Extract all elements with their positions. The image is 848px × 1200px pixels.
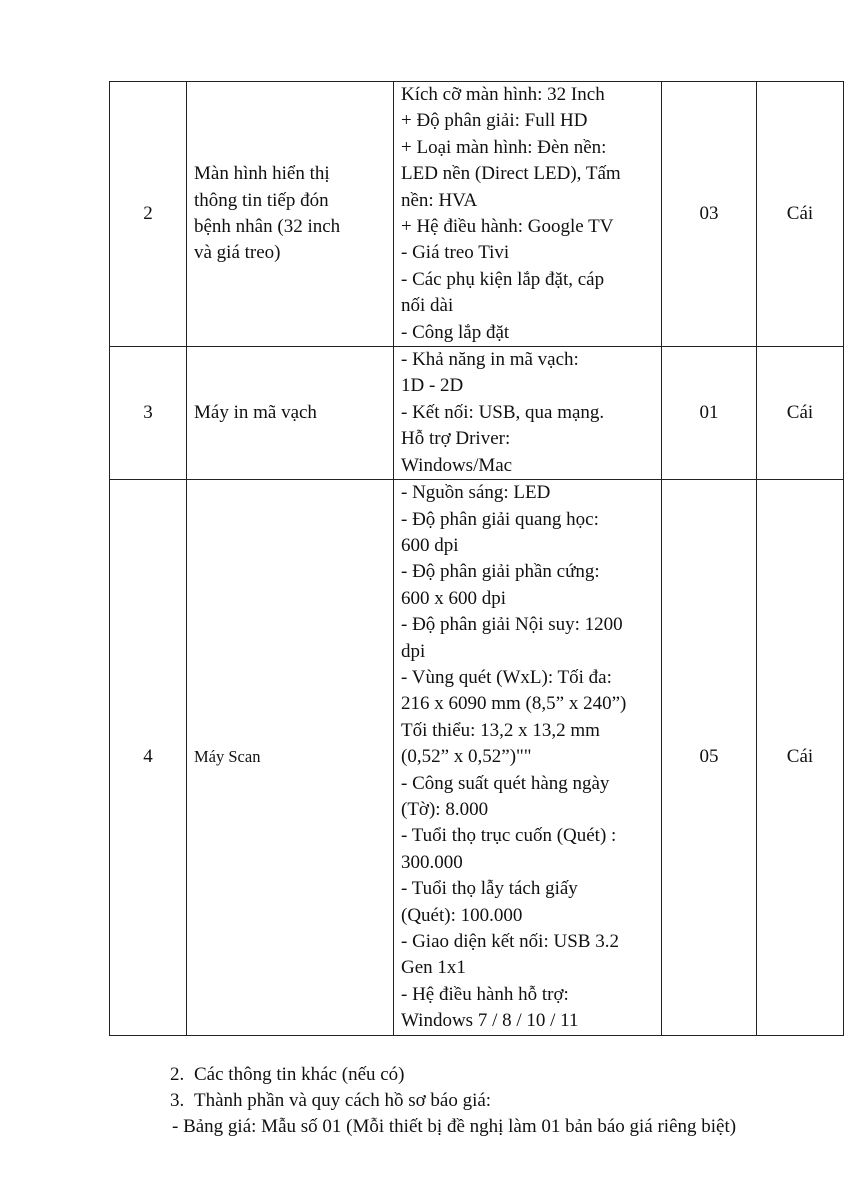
spec-line: - Kết nối: USB, qua mạng. [401, 401, 605, 423]
spec-line: Gen 1x1 [401, 957, 466, 979]
spec-line: - Giá treo Tivi [401, 242, 510, 264]
item-name [187, 480, 394, 1036]
price-table-note: - Bảng giá: Mẫu số 01 (Mỗi thiết bị đề nghị làm 01 bản báo giá riêng biệt) [172, 1116, 737, 1137]
item-specification [394, 347, 662, 480]
row-number: 3 [110, 347, 187, 480]
table-row [110, 347, 844, 480]
spec-line: - Hệ điều hành hỗ trợ: [401, 983, 569, 1005]
item-quantity: 03 [662, 82, 757, 347]
spec-line: - Nguồn sáng: LED [401, 482, 551, 504]
spec-line: (0,52” x 0,52”)"" [401, 746, 532, 768]
note-item [170, 1088, 491, 1114]
spec-line: dpi [401, 640, 426, 662]
item-specification [394, 480, 662, 1036]
item-name-line: thông tin tiếp đón [194, 189, 329, 211]
spec-line: nối dài [401, 295, 454, 317]
note-number: 3. [170, 1090, 185, 1112]
note-text: Các thông tin khác (nếu có) [194, 1064, 405, 1085]
note-text: Thành phần và quy cách hồ sơ báo giá: [194, 1090, 492, 1112]
spec-line: + Loại màn hình: Đèn nền: [401, 136, 607, 158]
spec-line: 600 x 600 dpi [401, 587, 507, 609]
spec-line: (Tờ): 8.000 [401, 798, 489, 820]
spec-line: - Công suất quét hàng ngày [401, 772, 610, 794]
table-row [110, 82, 844, 347]
item-name-line: và giá treo) [194, 242, 281, 264]
item-specification [394, 82, 662, 347]
spec-line: - Tuổi thọ lẫy tách giấy [401, 878, 578, 900]
equipment-spec-table [109, 81, 844, 1036]
spec-line: - Khả năng in mã vạch: [401, 349, 579, 371]
spec-line: Hỗ trợ Driver: [401, 428, 511, 450]
spec-line: 216 x 6090 mm (8,5” x 240”) [401, 693, 627, 715]
spec-line: - Tuổi thọ trục cuốn (Quét) : [401, 825, 617, 847]
item-name-line: Máy Scan [194, 747, 261, 767]
row-number: 4 [110, 480, 187, 1036]
item-name-line: Máy in mã vạch [194, 401, 317, 423]
spec-line: - Vùng quét (WxL): Tối đa: [401, 666, 612, 688]
spec-line: - Công lắp đặt [401, 321, 510, 343]
spec-line: 600 dpi [401, 534, 459, 556]
note-number: 2. [170, 1064, 185, 1085]
item-quantity: 01 [662, 347, 757, 480]
item-name-line: Màn hình hiển thị [194, 163, 330, 185]
item-unit: Cái [757, 480, 844, 1036]
spec-line: - Độ phân giải phần cứng: [401, 561, 600, 583]
item-name [187, 347, 394, 480]
row-number: 2 [110, 82, 187, 347]
spec-line: LED nền (Direct LED), Tấm [401, 163, 621, 185]
spec-line: 300.000 [401, 851, 463, 873]
item-quantity: 05 [662, 480, 757, 1036]
spec-line: Windows/Mac [401, 454, 513, 476]
spec-line: - Độ phân giải Nội suy: 1200 [401, 614, 623, 636]
item-name-line: bệnh nhân (32 inch [194, 216, 341, 238]
spec-line: Tối thiểu: 13,2 x 13,2 mm [401, 719, 600, 741]
item-name [187, 82, 394, 347]
spec-line: 1D - 2D [401, 375, 464, 397]
spec-line: + Hệ điều hành: Google TV [401, 216, 614, 238]
spec-line: nền: HVA [401, 189, 478, 211]
spec-line: Kích cỡ màn hình: 32 Inch [401, 84, 605, 105]
item-unit: Cái [757, 82, 844, 347]
item-unit: Cái [757, 347, 844, 480]
spec-line: - Các phụ kiện lắp đặt, cáp [401, 268, 605, 290]
additional-notes [170, 1062, 491, 1115]
note-item [170, 1062, 491, 1088]
spec-line: Windows 7 / 8 / 10 / 11 [401, 1010, 579, 1032]
spec-line: (Quét): 100.000 [401, 904, 523, 926]
table-row [110, 480, 844, 1036]
spec-line: + Độ phân giải: Full HD [401, 110, 588, 132]
spec-line: - Độ phân giải quang học: [401, 508, 599, 530]
spec-line: - Giao diện kết nối: USB 3.2 [401, 931, 619, 952]
